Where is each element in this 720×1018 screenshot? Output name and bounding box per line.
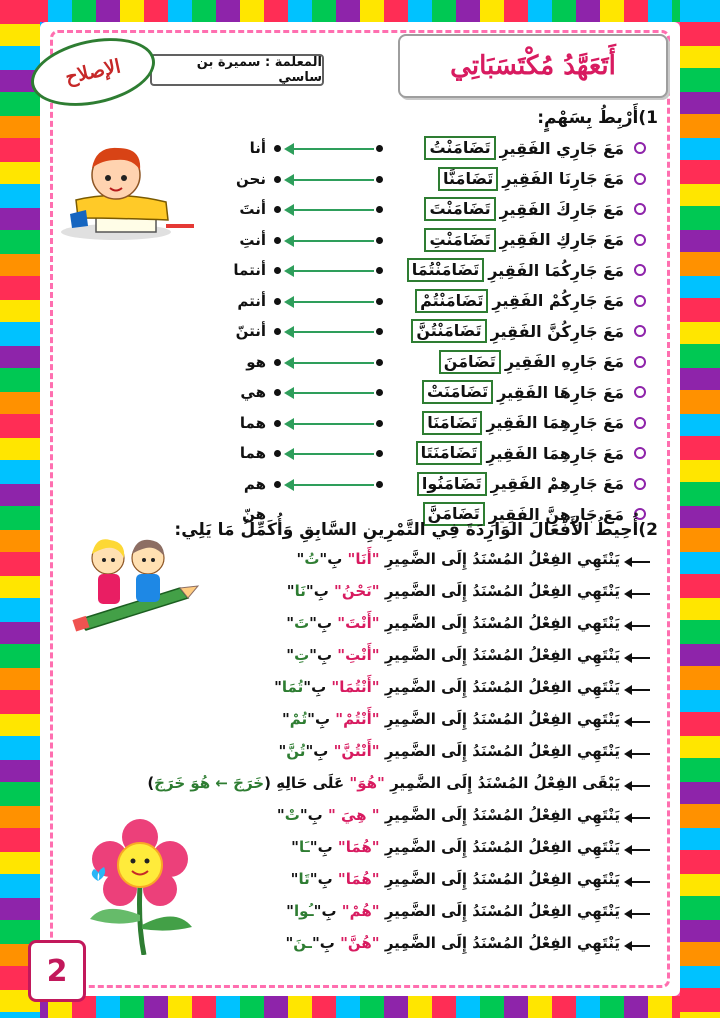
rule-text [282, 710, 620, 728]
page-title: أَتَعَهَّدُ مُكْتَسَبَاتِي [450, 51, 616, 81]
rule-mid: عَلَى حَالِهِ ( [264, 774, 345, 792]
kids-on-pencil-icon [70, 528, 200, 633]
sentence-rest: مَعَ جَارِكُمْ الفَقِيرِ [492, 291, 624, 310]
rule-mid: بِ" [309, 838, 333, 856]
match-arrow [286, 331, 374, 333]
smiling-flower-icon [80, 815, 200, 955]
arrow-left-icon [624, 684, 650, 696]
connector-dot [376, 420, 383, 427]
connector-dot [376, 359, 383, 366]
bullet-circle-icon [634, 386, 646, 398]
arrow-head-icon [284, 387, 294, 399]
match-arrow [286, 179, 374, 181]
rule-lead: يَبْقَى الفِعْلُ المُسْنَدُ إِلَى الضَّمِيرِ [390, 774, 620, 792]
pronoun-label: أنتِ [239, 230, 266, 249]
rule-suffix: تُمَا [281, 678, 304, 696]
verb-highlight: تَضَامَنَ [439, 350, 501, 374]
connector-dot [274, 176, 281, 183]
match-arrow [286, 362, 374, 364]
sentence-rest: مَعَ جَارِكَ الفَقِيرِ [499, 199, 624, 219]
bullet-circle-icon [634, 417, 646, 429]
left-border [0, 0, 40, 1018]
arrow-left-icon [624, 556, 650, 568]
rule-suffix: نَا [294, 582, 306, 600]
rule-row [200, 676, 650, 704]
rule-end: " [296, 550, 305, 568]
match-row [226, 380, 646, 406]
connector-dot [376, 481, 383, 488]
rule-lead: يَنْتَهِي الفِعْلُ المُسْنَدُ إِلَى الضَّمِيرِ [384, 934, 620, 952]
rule-lead: يَنْتَهِي الفِعْلُ المُسْنَدُ إِلَى الضَّمِيرِ [384, 742, 620, 760]
pronoun-label: هي [240, 383, 266, 401]
arrow-left-icon [624, 780, 650, 792]
title-box [398, 34, 668, 98]
rule-pronoun: "نَحْنُ" [334, 582, 380, 600]
rule-row [200, 740, 650, 768]
teacher-label: المعلمة : سميرة بن ساسي [150, 54, 324, 86]
match-arrow [286, 240, 374, 242]
match-row [226, 228, 646, 254]
sentence [415, 289, 624, 313]
arrow-head-icon [284, 204, 294, 216]
rule-suffix: ـُوا [293, 902, 314, 920]
rule-row [200, 868, 650, 896]
rule-pronoun: "أَنْتُنَّ" [333, 742, 380, 760]
sentence [438, 167, 624, 191]
sentence-rest: مَعَ جَارِهِمَا الفَقِيرِ [486, 443, 624, 463]
bullet-circle-icon [634, 508, 646, 520]
rule-pronoun: "أَنْتَ" [337, 614, 380, 632]
rule-lead: يَنْتَهِي الفِعْلُ المُسْنَدُ إِلَى الضَّمِيرِ [384, 678, 620, 696]
verb-highlight: تَضَامَنْتُمَا [407, 258, 484, 282]
bullet-circle-icon [634, 142, 646, 154]
arrow-head-icon [284, 235, 294, 247]
arrow-head-icon [284, 174, 294, 186]
arrow-head-icon [284, 448, 294, 460]
pronoun-label: هنّ [242, 505, 266, 523]
rule-end: " [281, 710, 290, 728]
sentence-rest: مَعَ جَارِكُمَا الفَقِيرِ [488, 260, 624, 280]
arrow-head-icon [284, 265, 294, 277]
connector-dot [274, 450, 281, 457]
rule-end: " [278, 742, 287, 760]
rule-row [200, 836, 650, 864]
top-border [0, 0, 720, 22]
rule-pronoun: "هُمَا" [337, 870, 380, 888]
rule-row [200, 580, 650, 608]
connector-dot [274, 237, 281, 244]
sentence-rest: مَعَ جَارِهَا الفَقِيرِ [497, 382, 624, 402]
verb-highlight: تَضَامَنْتَ [424, 197, 495, 221]
match-row [226, 167, 646, 193]
rule-text [277, 806, 620, 824]
match-row [226, 350, 646, 376]
match-row [226, 289, 646, 315]
sentence-rest: مَعَ جَارِهِنَّ الفَقِيرِ [488, 504, 624, 524]
sentence-rest: مَعَ جَارِكِ الفَقِيرِ [499, 230, 624, 249]
rule-suffix: خَرَجَ ← هُوَ خَرَجَ [154, 774, 265, 792]
arrow-left-icon [624, 748, 650, 760]
exercise2-heading: 2)أُحِيطُ الأَفْعَالَ الوَارِدَةَ فِي التَّمْرِينِ السَّابِقِ وَأُكَمِّلُ مَا يَلِي: [174, 520, 658, 540]
connector-dot [274, 298, 281, 305]
verb-highlight: تَضَامَنَا [422, 411, 482, 435]
sentence-rest: مَعَ جَارِكُنَّ الفَقِيرِ [490, 321, 624, 341]
pronoun-label: هم [243, 474, 266, 493]
boy-reading-icon [56, 140, 196, 245]
sentence [424, 197, 624, 221]
bullet-circle-icon [634, 447, 646, 459]
connector-dot [376, 206, 383, 213]
verb-highlight: تَضَامَنْتِ [424, 228, 495, 252]
rule-mid: بِ" [305, 742, 329, 760]
rule-end: ) [147, 774, 155, 792]
connector-dot [274, 267, 281, 274]
rule-suffix: تُمْ [289, 710, 308, 728]
connector-dot [376, 176, 383, 183]
exercise1-heading: 1)أَرْبِطُ بِسَهْمٍ: [537, 108, 658, 128]
rule-pronoun: "أَنْتِ" [337, 646, 380, 664]
sentence [424, 136, 624, 160]
right-border [680, 0, 720, 1018]
sentence [422, 411, 624, 435]
pronoun-label: أنا [249, 139, 266, 157]
rule-row [200, 644, 650, 672]
rule-suffix: ـَا [298, 838, 310, 856]
rule-end: " [291, 838, 299, 856]
rule-pronoun: "هُمْ" [341, 902, 380, 920]
connector-dot [274, 420, 281, 427]
sentence-rest: مَعَ جَارِهِمْ الفَقِيرِ [490, 474, 624, 493]
rule-text [291, 838, 620, 856]
pronoun-label: هما [239, 444, 266, 462]
bullet-circle-icon [634, 478, 646, 490]
arrow-head-icon [284, 326, 294, 338]
rule-text [285, 934, 620, 952]
rule-text [286, 646, 620, 664]
page-number: 2 [28, 940, 86, 1002]
arrow-head-icon [284, 143, 294, 155]
match-arrow [286, 270, 374, 272]
rule-lead: يَنْتَهِي الفِعْلُ المُسْنَدُ إِلَى الضَّمِيرِ [384, 838, 620, 856]
sentence-rest: مَعَ جَارِنَا الفَقِيرِ [502, 169, 624, 188]
rule-end: " [286, 646, 295, 664]
match-arrow [286, 148, 374, 150]
arrow-left-icon [624, 940, 650, 952]
connector-dot [376, 237, 383, 244]
sentence [416, 441, 624, 465]
arrow-left-icon [624, 876, 650, 888]
match-row [226, 258, 646, 284]
sentence [407, 258, 624, 282]
rule-lead: يَنْتَهِي الفِعْلُ المُسْنَدُ إِلَى الضَّمِيرِ [384, 902, 620, 920]
rule-end: " [286, 582, 295, 600]
arrow-left-icon [624, 716, 650, 728]
verb-highlight: تَضَامَنَّا [438, 167, 498, 191]
rule-pronoun: " هِيَ " [327, 806, 380, 824]
arrow-left-icon [624, 908, 650, 920]
verb-highlight: تَضَامَنَتَا [416, 441, 483, 465]
rule-mid: بِ" [319, 550, 343, 568]
arrow-left-icon [624, 844, 650, 856]
connector-dot [376, 267, 383, 274]
rule-end: " [276, 806, 285, 824]
arrow-head-icon [284, 296, 294, 308]
match-row [226, 197, 646, 223]
rule-text [286, 902, 620, 920]
rule-pronoun: "أَنَا" [347, 550, 380, 568]
connector-dot [376, 389, 383, 396]
match-row [226, 441, 646, 467]
rule-text [147, 774, 620, 792]
rule-mid: بِ" [305, 582, 329, 600]
rule-lead: يَنْتَهِي الفِعْلُ المُسْنَدُ إِلَى الضَّمِيرِ [384, 646, 620, 664]
bullet-circle-icon [634, 295, 646, 307]
rule-suffix: تُنَّ [286, 742, 306, 760]
pronoun-label: أنتنّ [235, 322, 266, 340]
sentence-rest: مَعَ جَارِهِ الفَقِيرِ [504, 352, 624, 371]
rule-row [200, 548, 650, 576]
rule-suffix: تْ [284, 806, 300, 824]
rule-suffix: تَا [298, 870, 310, 888]
match-arrow [286, 209, 374, 211]
rule-mid: بِ" [299, 806, 323, 824]
rule-text [278, 742, 620, 760]
connector-dot [274, 206, 281, 213]
bullet-circle-icon [634, 356, 646, 368]
rule-suffix: تَ [294, 614, 310, 632]
sentence [422, 380, 624, 404]
pronoun-label: نحن [236, 169, 266, 188]
match-arrow [286, 423, 374, 425]
pronoun-label: أنتَ [239, 200, 266, 218]
rule-row [200, 804, 650, 832]
rule-pronoun: "هُنَّ" [340, 934, 380, 952]
arrow-left-icon [624, 588, 650, 600]
arrow-left-icon [624, 620, 650, 632]
match-row [226, 472, 646, 498]
rule-text [274, 678, 620, 696]
rule-text [297, 550, 620, 568]
bullet-circle-icon [634, 234, 646, 246]
arrow-left-icon [624, 652, 650, 664]
rule-mid: بِ" [307, 710, 331, 728]
rule-row [200, 612, 650, 640]
match-row [226, 136, 646, 162]
rule-pronoun: "أَنْتُمَا" [331, 678, 380, 696]
verb-highlight: تَضَامَنْتُمْ [415, 289, 488, 313]
match-row [226, 319, 646, 345]
pronoun-label: أنتم [237, 291, 266, 310]
rule-text [286, 614, 620, 632]
match-arrow [286, 301, 374, 303]
rule-lead: يَنْتَهِي الفِعْلُ المُسْنَدُ إِلَى الضَّمِيرِ [384, 614, 620, 632]
rule-mid: بِ" [309, 646, 333, 664]
rule-row [200, 932, 650, 960]
rule-lead: يَنْتَهِي الفِعْلُ المُسْنَدُ إِلَى الضَّمِيرِ [384, 870, 620, 888]
pronoun-label: هما [239, 413, 266, 432]
rule-text [291, 870, 620, 888]
rule-suffix: تُ [304, 550, 320, 568]
verb-highlight: تَضَامَنْتُ [424, 136, 495, 160]
rule-end: " [285, 934, 294, 952]
connector-dot [376, 328, 383, 335]
rule-pronoun: "هُمَا" [337, 838, 380, 856]
match-arrow [286, 392, 374, 394]
connector-dot [274, 481, 281, 488]
verb-highlight: تَضَامَنُوا [417, 472, 487, 496]
correction-label: الإصلاح [63, 55, 123, 89]
sentence-rest: مَعَ جَارِهِمَا الفَقِيرِ [486, 413, 624, 432]
rule-mid: بِ" [309, 614, 333, 632]
rule-suffix: تِ [294, 646, 310, 664]
rule-end: " [274, 678, 282, 696]
match-row [226, 411, 646, 437]
rule-text [287, 582, 620, 600]
rule-lead: يَنْتَهِي الفِعْلُ المُسْنَدُ إِلَى الضَّمِيرِ [384, 582, 620, 600]
arrow-head-icon [284, 479, 294, 491]
rule-mid: بِ" [311, 934, 335, 952]
match-arrow [286, 484, 374, 486]
connector-dot [274, 389, 281, 396]
verb-highlight: تَضَامَنَتْ [422, 380, 493, 404]
verb-highlight: تَضَامَنْتُنَّ [411, 319, 486, 343]
bullet-circle-icon [634, 325, 646, 337]
match-arrow [286, 453, 374, 455]
connector-dot [274, 359, 281, 366]
rule-lead: يَنْتَهِي الفِعْلُ المُسْنَدُ إِلَى الضَّمِيرِ [384, 806, 620, 824]
sentence-rest: مَعَ جَارِي الفَقِيرِ [499, 138, 624, 158]
sentence [439, 350, 624, 374]
rule-lead: يَنْتَهِي الفِعْلُ المُسْنَدُ إِلَى الضَّمِيرِ [384, 710, 620, 728]
rule-end: " [286, 614, 295, 632]
bullet-circle-icon [634, 173, 646, 185]
pronoun-label: هو [246, 352, 266, 371]
rule-row [147, 772, 650, 800]
connector-dot [274, 145, 281, 152]
verb-highlight: تَضَامَنَّ [423, 502, 485, 526]
rule-row [200, 900, 650, 928]
connector-dot [376, 450, 383, 457]
rule-mid: بِ" [313, 902, 337, 920]
sentence [417, 472, 624, 496]
arrow-left-icon [624, 812, 650, 824]
bottom-border [0, 996, 720, 1018]
pronoun-label: أنتما [233, 261, 266, 279]
rule-lead: يَنْتَهِي الفِعْلُ المُسْنَدُ إِلَى الضَّمِيرِ [384, 550, 620, 568]
sentence [411, 319, 624, 343]
rule-end: " [286, 902, 294, 920]
rule-mid: بِ" [303, 678, 327, 696]
connector-dot [274, 328, 281, 335]
rule-pronoun: "هُوَ" [349, 774, 385, 792]
arrow-head-icon [284, 357, 294, 369]
rule-end: " [290, 870, 299, 888]
bullet-circle-icon [634, 203, 646, 215]
connector-dot [376, 145, 383, 152]
rule-mid: بِ" [309, 870, 333, 888]
arrow-head-icon [284, 418, 294, 430]
sentence [424, 228, 624, 252]
bullet-circle-icon [634, 264, 646, 276]
rule-suffix: ـنَ [293, 934, 312, 952]
rule-pronoun: "أَنْتُمْ" [335, 710, 380, 728]
rule-row [200, 708, 650, 736]
connector-dot [376, 298, 383, 305]
